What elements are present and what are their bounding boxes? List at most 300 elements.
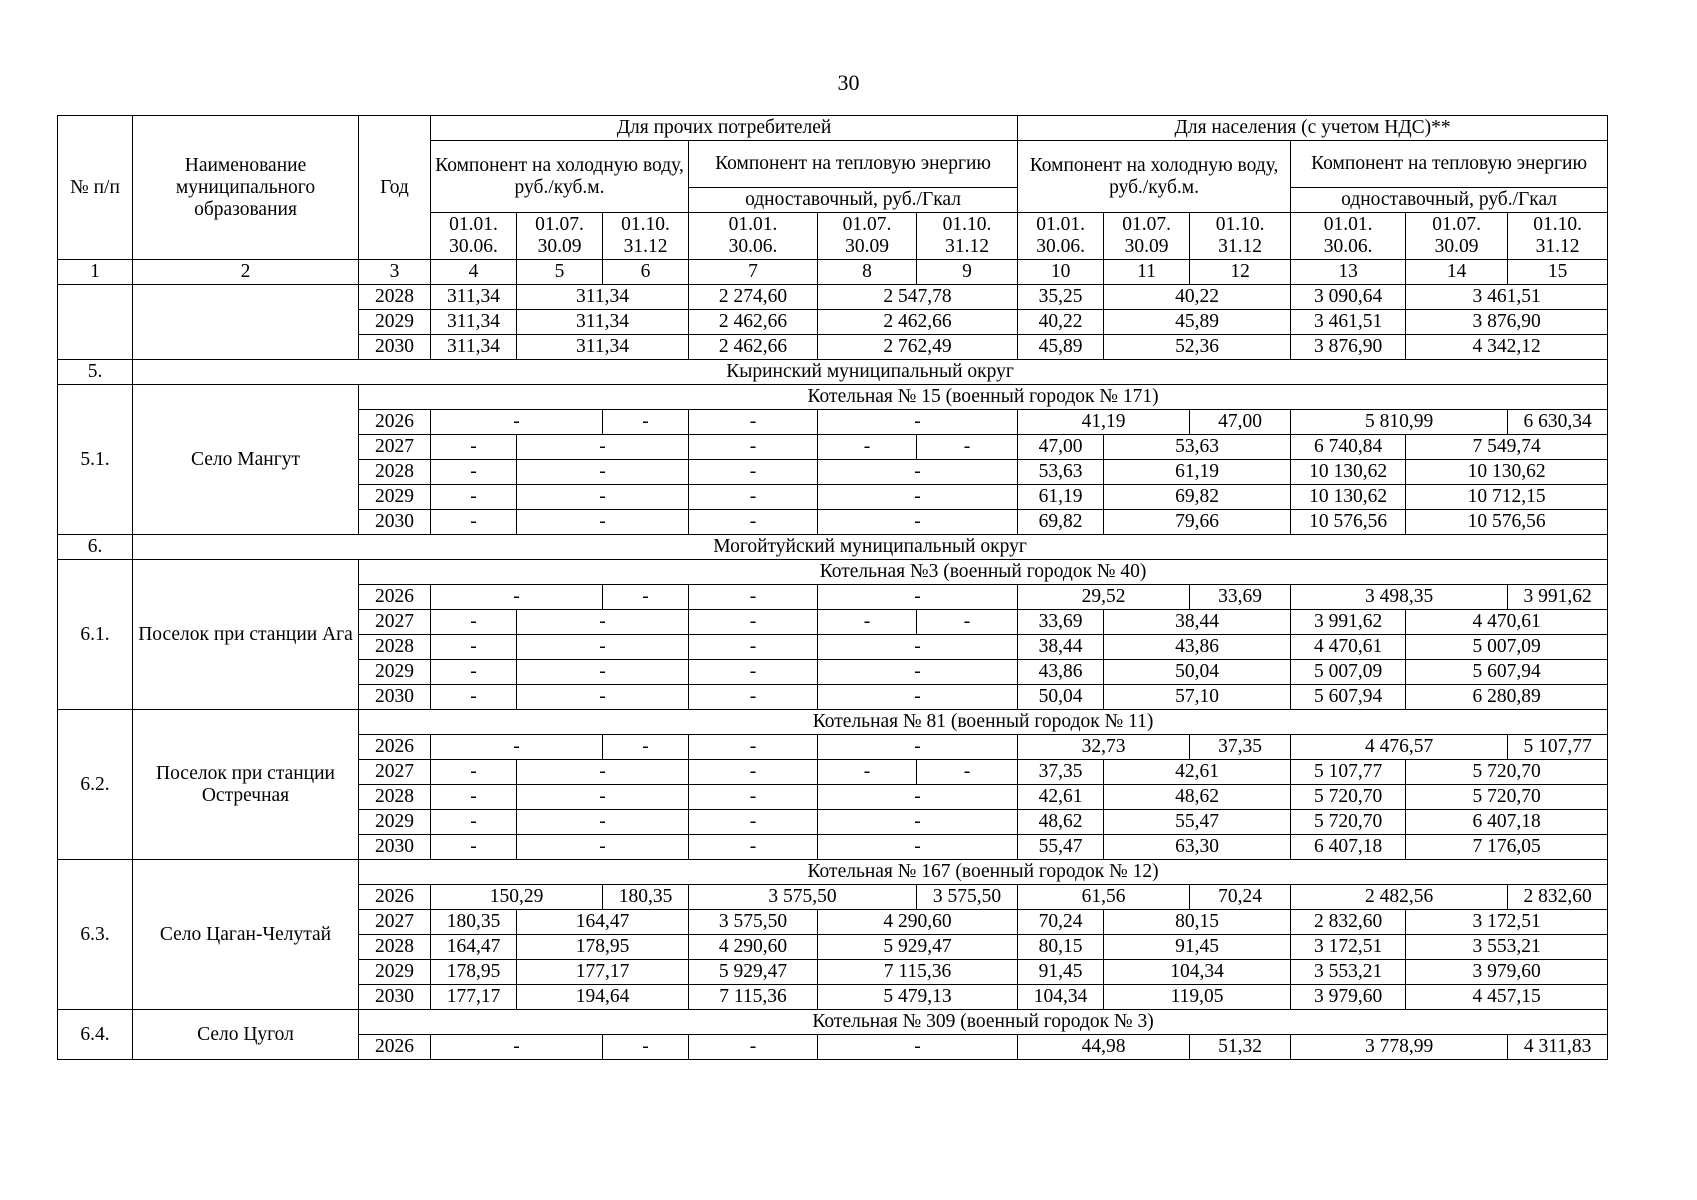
tariff-value: 7 176,05 (1406, 835, 1608, 860)
tariff-value: 3 575,50 (689, 910, 818, 935)
tariff-value: 6 407,18 (1406, 810, 1608, 835)
column-number: 11 (1104, 260, 1190, 285)
tariff-value: 4 290,60 (818, 910, 1018, 935)
tariff-value: - (517, 435, 689, 460)
tariff-value: 2 462,66 (818, 310, 1018, 335)
tariff-value: 104,34 (1104, 960, 1291, 985)
tariff-value: 2 762,49 (818, 335, 1018, 360)
tariff-value: 32,73 (1018, 735, 1190, 760)
header-population: Для населения (с учетом НДС)** (1018, 116, 1608, 141)
tariff-value: - (431, 610, 517, 635)
header-period (1190, 213, 1291, 260)
item-number: 6.2. (58, 710, 133, 860)
municipality-name: Село Мангут (133, 385, 359, 535)
header-one-part-rate: одноставочный, руб./Гкал (689, 188, 1018, 213)
period-line: 01.10. (942, 214, 992, 235)
tariff-value: - (689, 510, 818, 535)
period-line: 31.12 (1218, 236, 1262, 257)
tariff-value: 55,47 (1018, 835, 1104, 860)
tariff-value: 3 876,90 (1291, 335, 1406, 360)
tariff-value: - (689, 435, 818, 460)
tariff-value: - (818, 660, 1018, 685)
column-number: 7 (689, 260, 818, 285)
tariff-value: 3 498,35 (1291, 585, 1508, 610)
tariff-value: 2 832,60 (1508, 885, 1608, 910)
tariff-value: - (689, 785, 818, 810)
column-number: 3 (359, 260, 431, 285)
tariff-value: 311,34 (431, 335, 517, 360)
header-period (517, 213, 603, 260)
year-cell: 2028 (359, 460, 431, 485)
column-number: 8 (818, 260, 917, 285)
tariff-value: 43,86 (1104, 635, 1291, 660)
column-number: 15 (1508, 260, 1608, 285)
tariff-value: - (431, 785, 517, 810)
year-cell: 2028 (359, 635, 431, 660)
tariff-value: 80,15 (1104, 910, 1291, 935)
tariff-value: - (689, 685, 818, 710)
page-number: 30 (837, 70, 860, 95)
tariff-value: - (689, 585, 818, 610)
tariff-value: 37,35 (1190, 735, 1291, 760)
tariff-value: 33,69 (1190, 585, 1291, 610)
tariff-value: 10 712,15 (1406, 485, 1608, 510)
tariff-value: 3 575,50 (689, 885, 917, 910)
tariff-value: 61,56 (1018, 885, 1190, 910)
header-period (1104, 213, 1190, 260)
tariff-value: - (517, 660, 689, 685)
period-line: 30.06. (1323, 236, 1373, 257)
tariff-value: 10 576,56 (1406, 510, 1608, 535)
tariff-value: 3 553,21 (1406, 935, 1608, 960)
item-number (58, 285, 133, 360)
item-number: 5.1. (58, 385, 133, 535)
header-period (1406, 213, 1508, 260)
municipality-name: Поселок при станции Ага (133, 560, 359, 710)
tariff-value: 50,04 (1104, 660, 1291, 685)
period-line: 30.06. (1036, 236, 1085, 257)
tariff-value: 40,22 (1104, 285, 1291, 310)
period-line: 31.12 (623, 236, 668, 257)
tariff-value: 3 991,62 (1291, 610, 1406, 635)
tariff-value: 5 720,70 (1291, 785, 1406, 810)
tariff-value: 40,22 (1018, 310, 1104, 335)
year-cell: 2027 (359, 760, 431, 785)
tariff-value: - (689, 610, 818, 635)
tariff-value: 2 547,78 (818, 285, 1018, 310)
tariff-value: 45,89 (1018, 335, 1104, 360)
year-cell: 2026 (359, 885, 431, 910)
tariff-value: 79,66 (1104, 510, 1291, 535)
boiler-title: Котельная № 15 (военный городок № 171) (359, 385, 1608, 410)
period-line: 01.07. (842, 214, 892, 235)
tariff-value: 6 407,18 (1291, 835, 1406, 860)
tariff-value: - (517, 635, 689, 660)
tariff-value: 2 274,60 (689, 285, 818, 310)
tariff-value: 80,15 (1018, 935, 1104, 960)
header-heat-energy: Компонент на тепловую энергию (689, 141, 1018, 188)
boiler-title: Котельная № 167 (военный городок № 12) (359, 860, 1608, 885)
tariff-value: - (603, 735, 689, 760)
header-period (1018, 213, 1104, 260)
tariff-value: - (689, 835, 818, 860)
period-line: 01.01. (449, 214, 498, 235)
tariff-value: 3 553,21 (1291, 960, 1406, 985)
tariff-value: 45,89 (1104, 310, 1291, 335)
tariff-value: 47,00 (1190, 410, 1291, 435)
column-number: 12 (1190, 260, 1291, 285)
tariff-value: - (517, 835, 689, 860)
period-line: 31.12 (945, 236, 989, 257)
tariff-value: 53,63 (1018, 460, 1104, 485)
tariff-value: 311,34 (431, 310, 517, 335)
tariff-value: - (818, 760, 917, 785)
tariff-value: 5 929,47 (689, 960, 818, 985)
year-cell: 2030 (359, 685, 431, 710)
header-year: Год (359, 116, 431, 260)
period-line: 01.01. (728, 214, 778, 235)
section-number: 6. (58, 535, 133, 560)
header-cold-water: Компонент на холодную воду, руб./куб.м. (431, 141, 689, 213)
year-cell: 2026 (359, 735, 431, 760)
tariff-value: 2 462,66 (689, 310, 818, 335)
tariff-value: 4 476,57 (1291, 735, 1508, 760)
tariff-value: - (517, 510, 689, 535)
header-period (917, 213, 1018, 260)
tariff-value: 3 090,64 (1291, 285, 1406, 310)
tariff-value: 3 172,51 (1406, 910, 1608, 935)
tariff-value: - (603, 585, 689, 610)
tariff-value: - (689, 660, 818, 685)
tariff-value: 70,24 (1190, 885, 1291, 910)
section-title: Могойтуйский муниципальный округ (133, 535, 1608, 560)
tariff-table (57, 115, 1608, 1060)
tariff-value: - (689, 410, 818, 435)
tariff-value: 42,61 (1104, 760, 1291, 785)
tariff-value: - (431, 585, 603, 610)
tariff-value: 2 482,56 (1291, 885, 1508, 910)
tariff-value: 63,30 (1104, 835, 1291, 860)
header-period (431, 213, 517, 260)
tariff-value: 7 549,74 (1406, 435, 1608, 460)
tariff-value: 41,19 (1018, 410, 1190, 435)
tariff-value: 177,17 (517, 960, 689, 985)
tariff-value: 47,00 (1018, 435, 1104, 460)
tariff-value: 6 630,34 (1508, 410, 1608, 435)
tariff-value: 5 720,70 (1406, 785, 1608, 810)
tariff-value: - (689, 1035, 818, 1060)
tariff-value: 38,44 (1018, 635, 1104, 660)
tariff-value: 3 172,51 (1291, 935, 1406, 960)
header-period (603, 213, 689, 260)
tariff-value: 4 470,61 (1291, 635, 1406, 660)
period-line: 01.07. (1432, 214, 1481, 235)
year-cell: 2028 (359, 935, 431, 960)
tariff-value: 3 575,50 (917, 885, 1018, 910)
tariff-value: - (818, 810, 1018, 835)
tariff-value: 2 462,66 (689, 335, 818, 360)
tariff-value: 42,61 (1018, 785, 1104, 810)
tariff-value: - (517, 810, 689, 835)
column-number: 2 (133, 260, 359, 285)
tariff-value: 311,34 (517, 335, 689, 360)
tariff-value: - (517, 785, 689, 810)
header-heat-energy: Компонент на тепловую энергию (1291, 141, 1608, 188)
tariff-value: 5 107,77 (1291, 760, 1406, 785)
tariff-value: 57,10 (1104, 685, 1291, 710)
tariff-value: - (517, 685, 689, 710)
tariff-value: 311,34 (517, 285, 689, 310)
municipality-name: Поселок при станции Остречная (133, 710, 359, 860)
tariff-value: 52,36 (1104, 335, 1291, 360)
tariff-value: 3 991,62 (1508, 585, 1608, 610)
tariff-value: - (689, 810, 818, 835)
tariff-value: 178,95 (431, 960, 517, 985)
tariff-value: - (818, 835, 1018, 860)
tariff-value: 178,95 (517, 935, 689, 960)
tariff-value: 4 342,12 (1406, 335, 1608, 360)
tariff-value: 5 107,77 (1508, 735, 1608, 760)
year-cell: 2030 (359, 335, 431, 360)
year-cell: 2027 (359, 910, 431, 935)
tariff-value: 5 479,13 (818, 985, 1018, 1010)
tariff-value: 61,19 (1018, 485, 1104, 510)
tariff-value: - (517, 485, 689, 510)
year-cell: 2030 (359, 510, 431, 535)
tariff-value: - (917, 610, 1018, 635)
year-cell: 2029 (359, 310, 431, 335)
tariff-value: 10 576,56 (1291, 510, 1406, 535)
year-cell: 2026 (359, 1035, 431, 1060)
tariff-value: - (603, 1035, 689, 1060)
tariff-value: - (431, 810, 517, 835)
header-period (1291, 213, 1406, 260)
tariff-value: - (517, 460, 689, 485)
column-number: 14 (1406, 260, 1508, 285)
year-cell: 2029 (359, 485, 431, 510)
tariff-value: - (689, 735, 818, 760)
tariff-value: 37,35 (1018, 760, 1104, 785)
tariff-value: 5 810,99 (1291, 410, 1508, 435)
tariff-value: 5 720,70 (1406, 760, 1608, 785)
tariff-value: 5 607,94 (1406, 660, 1608, 685)
tariff-value: - (818, 585, 1018, 610)
tariff-value: 3 461,51 (1406, 285, 1608, 310)
header-period (689, 213, 818, 260)
tariff-value: 61,19 (1104, 460, 1291, 485)
tariff-value: 7 115,36 (689, 985, 818, 1010)
item-number: 6.4. (58, 1010, 133, 1060)
tariff-value: 33,69 (1018, 610, 1104, 635)
period-line: 31.12 (1535, 236, 1580, 257)
tariff-value: 10 130,62 (1291, 485, 1406, 510)
tariff-value: 5 720,70 (1291, 810, 1406, 835)
tariff-value: 43,86 (1018, 660, 1104, 685)
tariff-value: 4 290,60 (689, 935, 818, 960)
tariff-value: 3 979,60 (1291, 985, 1406, 1010)
tariff-value: - (818, 635, 1018, 660)
tariff-value: - (431, 635, 517, 660)
tariff-value: 5 607,94 (1291, 685, 1406, 710)
year-cell: 2030 (359, 835, 431, 860)
tariff-value: 91,45 (1104, 935, 1291, 960)
tariff-value: 180,35 (431, 910, 517, 935)
period-line: 30.06. (728, 236, 778, 257)
tariff-value: 51,32 (1190, 1035, 1291, 1060)
tariff-value: - (917, 760, 1018, 785)
tariff-value: 48,62 (1104, 785, 1291, 810)
year-cell: 2028 (359, 285, 431, 310)
section-title: Кыринский муниципальный округ (133, 360, 1608, 385)
tariff-value: - (431, 510, 517, 535)
header-other-consumers: Для прочих потребителей (431, 116, 1018, 141)
tariff-value: 10 130,62 (1406, 460, 1608, 485)
period-line: 01.01. (1323, 214, 1373, 235)
tariff-value: 104,34 (1018, 985, 1104, 1010)
tariff-value: - (689, 460, 818, 485)
tariff-value: - (818, 685, 1018, 710)
tariff-value: 6 740,84 (1291, 435, 1406, 460)
boiler-title: Котельная №3 (военный городок № 40) (359, 560, 1608, 585)
period-line: 30.09 (1434, 236, 1479, 257)
tariff-value: - (818, 785, 1018, 810)
tariff-value: - (818, 410, 1018, 435)
tariff-value: 38,44 (1104, 610, 1291, 635)
period-line: 01.07. (535, 214, 584, 235)
tariff-value: - (431, 685, 517, 710)
tariff-value: - (431, 435, 517, 460)
header-period (818, 213, 917, 260)
period-line: 30.06. (449, 236, 498, 257)
tariff-value: 5 007,09 (1406, 635, 1608, 660)
column-number: 4 (431, 260, 517, 285)
period-line: 30.09 (1124, 236, 1169, 257)
tariff-value: - (689, 485, 818, 510)
section-number: 5. (58, 360, 133, 385)
tariff-value: 7 115,36 (818, 960, 1018, 985)
period-line: 01.10. (1215, 214, 1265, 235)
year-cell: 2029 (359, 810, 431, 835)
column-number: 1 (58, 260, 133, 285)
boiler-title: Котельная № 81 (военный городок № 11) (359, 710, 1608, 735)
tariff-value: 53,63 (1104, 435, 1291, 460)
tariff-value: - (818, 610, 917, 635)
tariff-value: 69,82 (1018, 510, 1104, 535)
tariff-value: 311,34 (431, 285, 517, 310)
period-line: 30.09 (537, 236, 582, 257)
tariff-value: 3 979,60 (1406, 960, 1608, 985)
tariff-value: - (689, 760, 818, 785)
tariff-value: - (689, 635, 818, 660)
tariff-value: 4 470,61 (1406, 610, 1608, 635)
year-cell: 2029 (359, 660, 431, 685)
header-cold-water: Компонент на холодную воду, руб./куб.м. (1018, 141, 1291, 213)
tariff-value: - (818, 735, 1018, 760)
tariff-value: 180,35 (603, 885, 689, 910)
boiler-title: Котельная № 309 (военный городок № 3) (359, 1010, 1608, 1035)
tariff-value: 4 311,83 (1508, 1035, 1608, 1060)
tariff-value: - (818, 510, 1018, 535)
tariff-value: 29,52 (1018, 585, 1190, 610)
year-cell: 2027 (359, 610, 431, 635)
tariff-value: 44,98 (1018, 1035, 1190, 1060)
tariff-value: 3 461,51 (1291, 310, 1406, 335)
period-line: 01.10. (621, 214, 670, 235)
tariff-value: 50,04 (1018, 685, 1104, 710)
column-number: 5 (517, 260, 603, 285)
period-line: 01.10. (1533, 214, 1582, 235)
year-cell: 2027 (359, 435, 431, 460)
header-period (1508, 213, 1608, 260)
tariff-value: 164,47 (517, 910, 689, 935)
tariff-value: 10 130,62 (1291, 460, 1406, 485)
item-number: 6.3. (58, 860, 133, 1010)
item-number: 6.1. (58, 560, 133, 710)
tariff-value: 48,62 (1018, 810, 1104, 835)
tariff-value: 4 457,15 (1406, 985, 1608, 1010)
header-one-part-rate: одноставочный, руб./Гкал (1291, 188, 1608, 213)
tariff-value: 311,34 (517, 310, 689, 335)
tariff-value: 5 929,47 (818, 935, 1018, 960)
tariff-value: - (431, 760, 517, 785)
tariff-value: 3 876,90 (1406, 310, 1608, 335)
tariff-value: - (431, 485, 517, 510)
tariff-value: - (431, 735, 603, 760)
tariff-value: 194,64 (517, 985, 689, 1010)
tariff-value: 70,24 (1018, 910, 1104, 935)
tariff-value: - (603, 410, 689, 435)
header-municipality: Наименование муниципального образования (133, 116, 359, 260)
column-number: 6 (603, 260, 689, 285)
tariff-value: - (431, 835, 517, 860)
year-cell: 2029 (359, 960, 431, 985)
tariff-value: - (917, 435, 1018, 460)
year-cell: 2026 (359, 585, 431, 610)
tariff-value: - (818, 1035, 1018, 1060)
tariff-value: 164,47 (431, 935, 517, 960)
year-cell: 2030 (359, 985, 431, 1010)
period-line: 01.07. (1122, 214, 1171, 235)
tariff-value: - (431, 1035, 603, 1060)
tariff-value: 69,82 (1104, 485, 1291, 510)
tariff-value: - (431, 460, 517, 485)
tariff-value: 119,05 (1104, 985, 1291, 1010)
tariff-value: 2 832,60 (1291, 910, 1406, 935)
tariff-value: - (818, 435, 917, 460)
period-line: 30.09 (845, 236, 889, 257)
tariff-value: - (818, 460, 1018, 485)
tariff-value: 55,47 (1104, 810, 1291, 835)
tariff-value: - (517, 610, 689, 635)
tariff-value: 177,17 (431, 985, 517, 1010)
year-cell: 2028 (359, 785, 431, 810)
tariff-value: 150,29 (431, 885, 603, 910)
tariff-value: 91,45 (1018, 960, 1104, 985)
year-cell: 2026 (359, 410, 431, 435)
municipality-name (133, 285, 359, 360)
tariff-value: 3 778,99 (1291, 1035, 1508, 1060)
tariff-value: - (431, 660, 517, 685)
tariff-value: - (517, 760, 689, 785)
municipality-name: Село Цугол (133, 1010, 359, 1060)
period-line: 01.01. (1036, 214, 1085, 235)
tariff-value: 6 280,89 (1406, 685, 1608, 710)
municipality-name: Село Цаган-Челутай (133, 860, 359, 1010)
header-number: № п/п (58, 116, 133, 260)
tariff-value: 5 007,09 (1291, 660, 1406, 685)
column-number: 10 (1018, 260, 1104, 285)
column-number: 9 (917, 260, 1018, 285)
